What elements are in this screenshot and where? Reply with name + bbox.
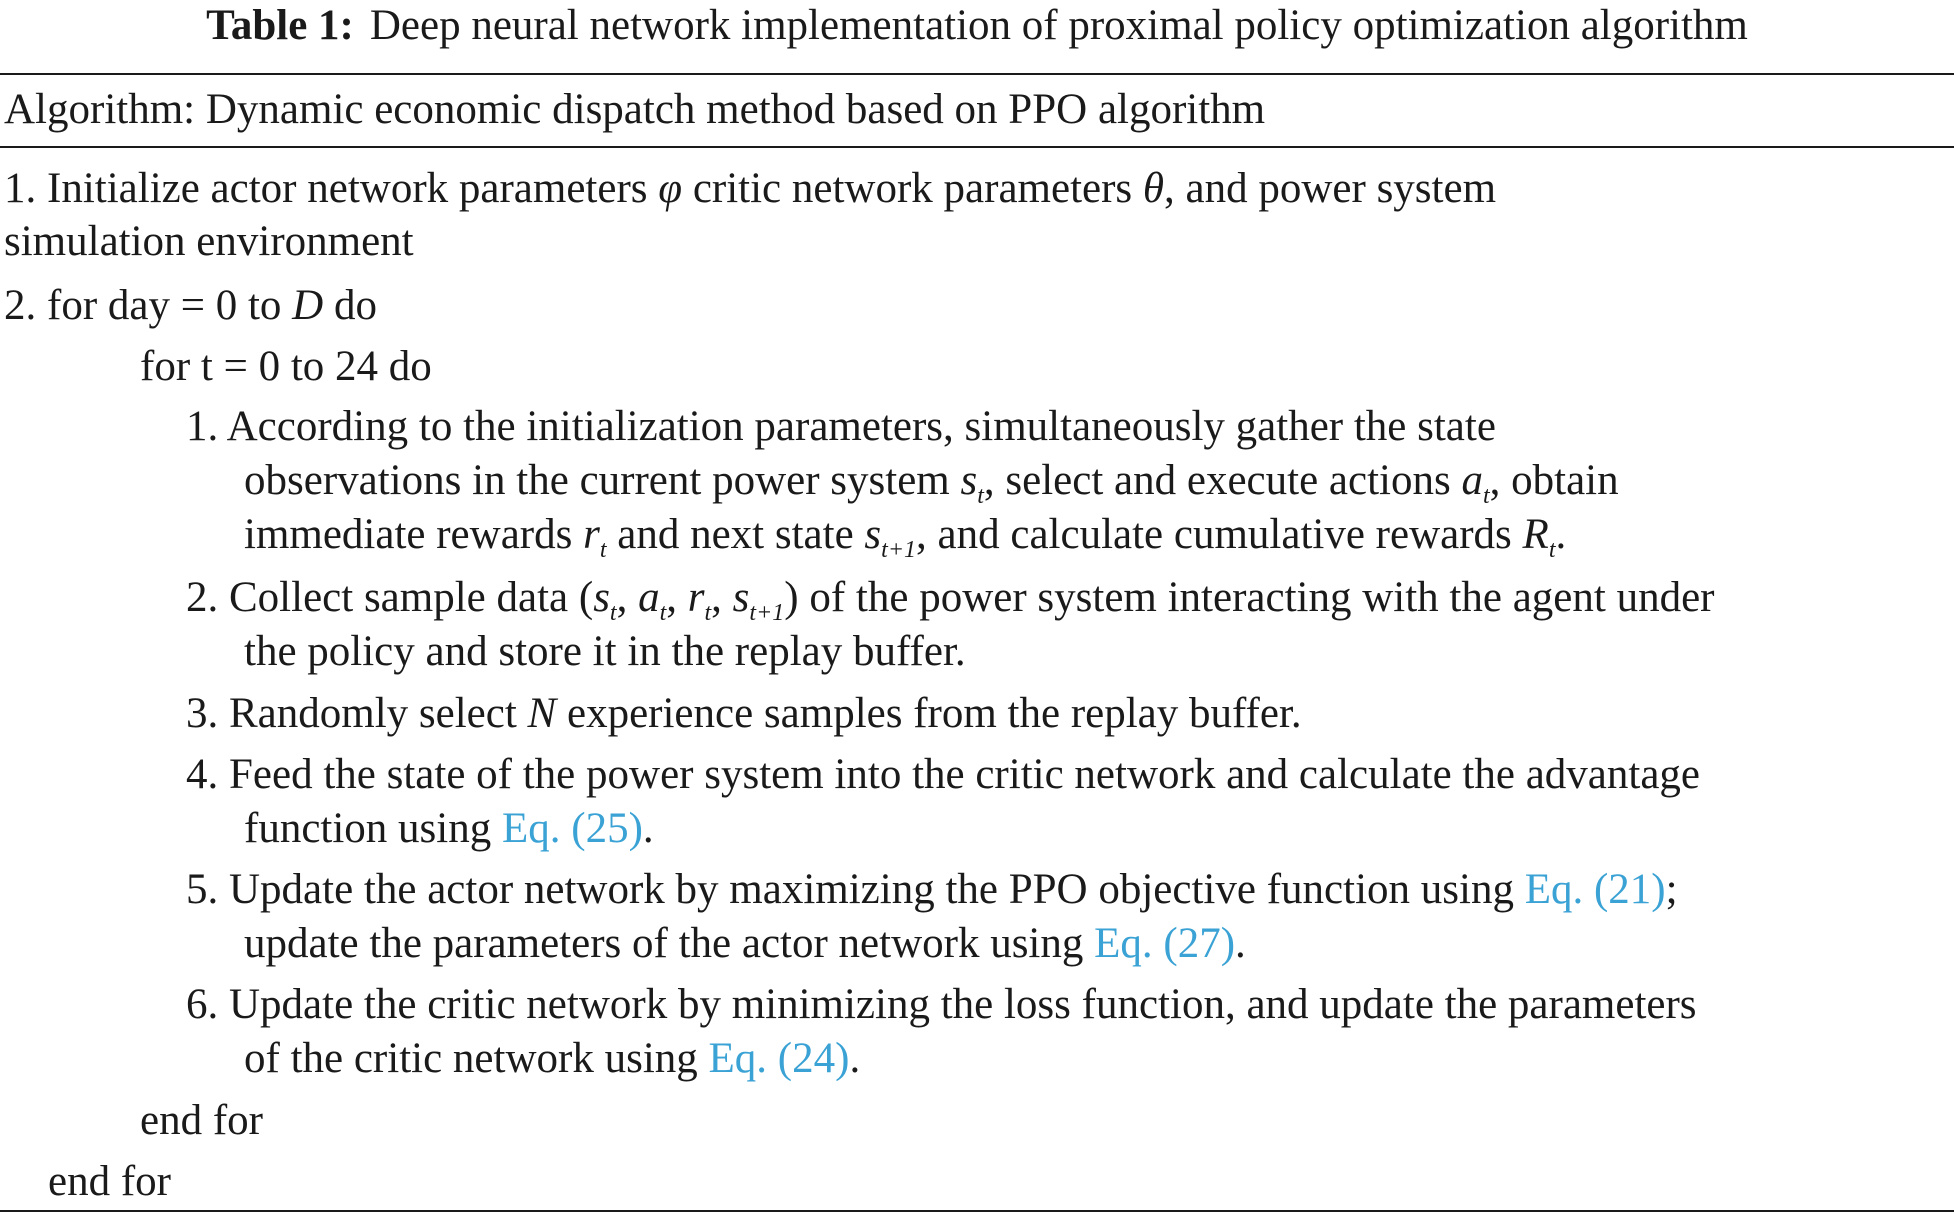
end-inner-loop: end for [140,1097,263,1144]
eq-21-link[interactable]: Eq. (21) [1524,866,1666,913]
substep-2-line-1: 2. Collect sample data ($s_t$, $a_t$, $r_t$, $s_{t+1}$) of the power system interacting with the agent under [186,574,1715,626]
top-rule [0,73,1954,75]
substep-1-line-2: observations in the current power system $s_t$, select and execute actions $a_t$, obtain [244,457,1619,509]
eq-25-link[interactable]: Eq. (25) [501,805,643,852]
substep-4-line-1: 4. Feed the state of the power system into the critic network and calculate the advantage [186,751,1701,798]
substep-5-line-2: update the parameters of the actor network using Eq. (27). [244,920,1246,967]
eq-24-link[interactable]: Eq. (24) [708,1035,850,1082]
eq-27-link[interactable]: Eq. (27) [1094,920,1236,967]
inner-loop: for t = 0 to 24 do [140,343,432,390]
table-caption [0,0,1954,52]
substep-2-line-2: the policy and store it in the replay buffer. [244,628,966,675]
step-1-line-2: simulation environment [4,218,414,265]
end-outer-loop: end for [48,1158,171,1205]
substep-4-line-2: function using Eq. (25). [244,805,654,852]
substep-5-line-1: 5. Update the actor network by maximizing the PPO objective function using Eq. (21); [186,866,1678,913]
algorithm-header: Algorithm: Dynamic economic dispatch method based on PPO algorithm [4,86,1266,133]
substep-6-line-1: 6. Update the critic network by minimizing the loss function, and update the parameters [186,981,1697,1028]
substep-3: 3. Randomly select N experience samples from the replay buffer. [186,690,1302,737]
step-1-line-1: 1. Initialize actor network parameters φ critic network parameters θ, and power system [4,165,1497,212]
substep-6-line-2: of the critic network using Eq. (24). [244,1035,861,1082]
header-rule [0,146,1954,148]
bottom-rule [0,1210,1954,1212]
outer-loop: 2. for day = 0 to D do [4,282,377,329]
table-label: Table 1: [206,2,354,49]
table-title: Deep neural network implementation of proximal policy optimization algorithm [369,2,1748,49]
substep-1-line-3: immediate rewards $r_t$ and next state $s_{t+1}$, and calculate cumulative rewards $R_t$. [244,511,1567,563]
substep-1-line-1: 1. According to the initialization parameters, simultaneously gather the state [186,403,1496,450]
